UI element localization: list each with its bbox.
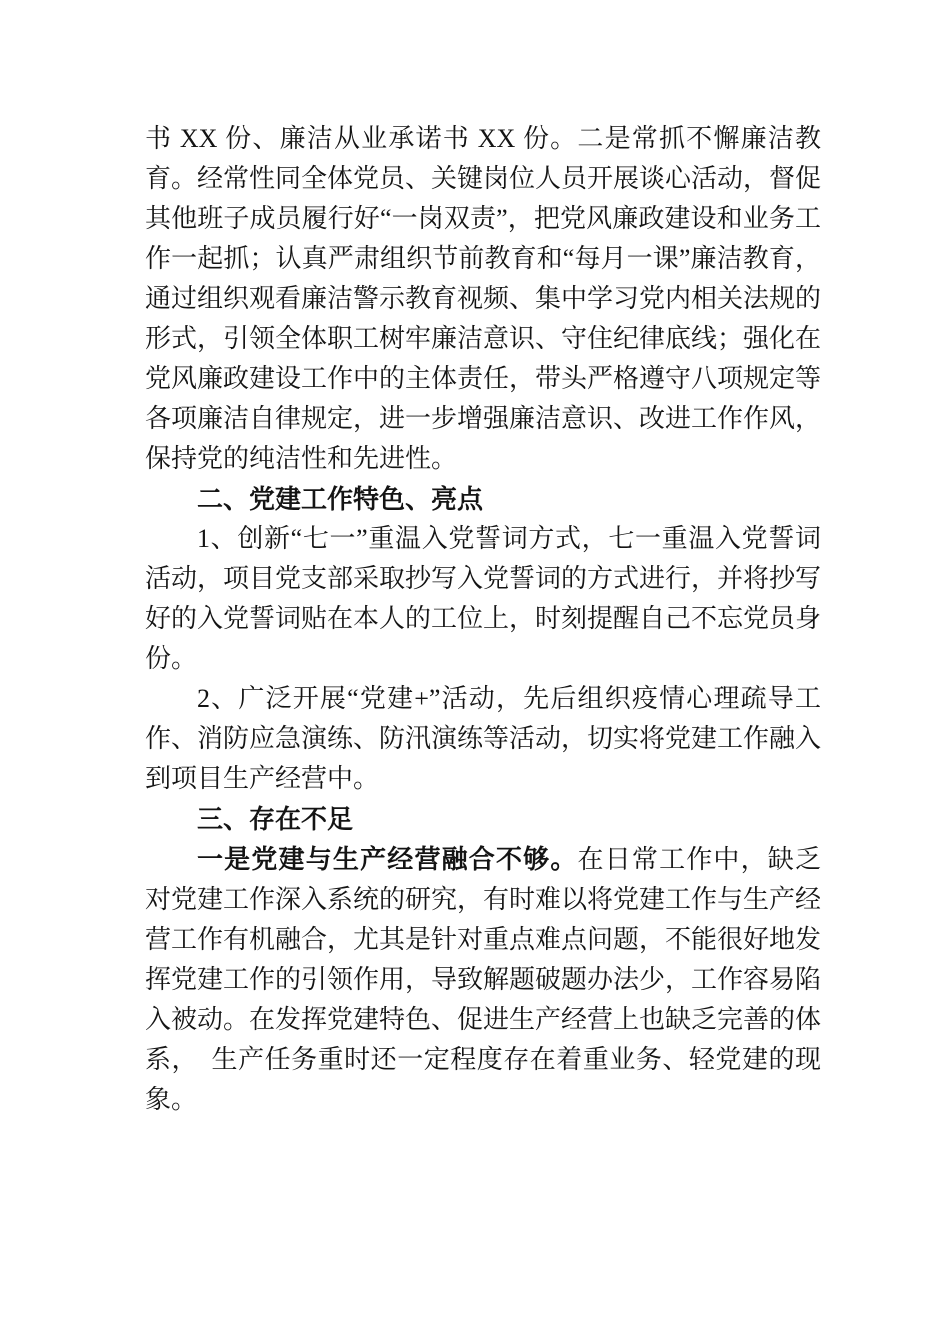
paragraph-bold-lead: 一是党建与生产经营融合不够。 [197, 844, 578, 874]
paragraph: 书 XX 份、廉洁从业承诺书 XX 份。二是常抓不懈廉洁教育。经常性同全体党员、关键岗位人员开展谈心活动，督促其他班子成员履行好“一岗双责”，把党风廉政建设和业务工作一起抓；认真严肃组织节前教育和“每月一课”廉洁教育，通过组织观看廉洁警示教育视频、集中学习党内相关法规的形式，引领全体职工树牢廉洁意识、守住纪律底线；强化在党风廉政建设工作中的主体责任，带头严格遵守八项规定等各项廉洁自律规定，进一步增强廉洁意识、改进工作作风，保持党的纯洁性和先进性。 [145, 124, 822, 473]
paragraph-text: 在日常工作中，缺乏对党建工作深入系统的研究，有时难以将党建工作与生产经营工作有机融合，尤其是针对重点难点问题，不能很好地发挥党建工作的引领作用，导致解题破题办法少，工作容易陷入被动。在发挥党建特色、促进生产经营上也缺乏完善的体系， 生产任务重时还一定程度存在着重业务、轻党建的现象。 [145, 845, 822, 1114]
section-heading: 三、存在不足 [197, 804, 354, 834]
paragraph [145, 839, 821, 1120]
document-content [145, 119, 821, 1120]
paragraph: 1、创新“七一”重温入党誓词方式，七一重温入党誓词活动，项目党支部采取抄写入党誓词的方式进行，并将抄写好的入党誓词贴在本人的工位上，时刻提醒自己不忘党员身份。 [145, 524, 822, 673]
paragraph: 2、广泛开展“党建+”活动，先后组织疫情心理疏导工作、消防应急演练、防汛演练等活动，切实将党建工作融入到项目生产经营中。 [145, 684, 822, 793]
section-heading: 二、党建工作特色、亮点 [197, 484, 484, 514]
